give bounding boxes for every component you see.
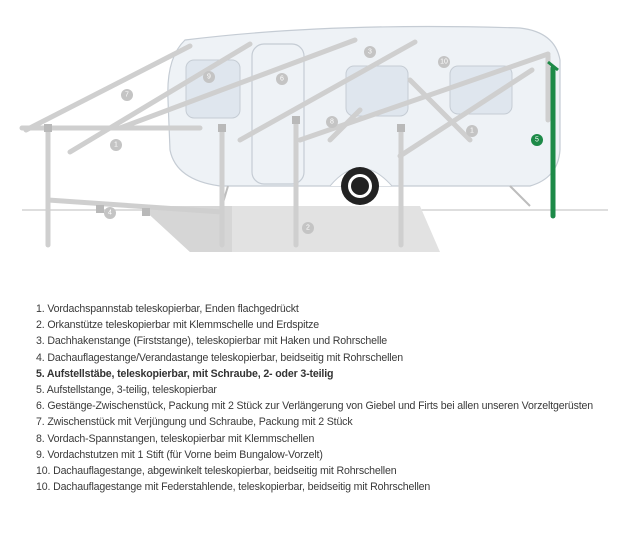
svg-text:6: 6 [280, 75, 284, 83]
svg-text:10: 10 [440, 58, 448, 66]
callout-3 [364, 46, 376, 58]
callout-6 [276, 73, 288, 85]
svg-text:1: 1 [470, 127, 474, 135]
svg-text:7: 7 [125, 91, 129, 99]
svg-text:4: 4 [108, 209, 112, 217]
callout-5 [531, 134, 543, 146]
svg-text:1: 1 [114, 141, 118, 149]
svg-text:2: 2 [306, 224, 310, 232]
callout-8 [326, 116, 338, 128]
callout-1-rear [466, 125, 478, 137]
legend-item: 1. Vordachspannstab teleskopierbar, Enden flachgedrückt [36, 303, 299, 315]
legend-item: 10. Dachauflagestange mit Federstahlende, teleskopierbar, beidseitig mit Rohrschellen [36, 481, 431, 494]
legend-item: 5. Aufstellstange, 3-teilig, teleskopierbar [36, 384, 217, 397]
parts-legend [36, 301, 626, 495]
callout-2 [302, 222, 314, 234]
legend-item: 4. Dachauflagestange/Verandastange teleskopierbar, beidseitig mit Rohrschellen [36, 351, 403, 364]
callout-10 [438, 56, 450, 68]
callout-4 [104, 207, 116, 219]
caravan-wheel-inner [351, 177, 369, 195]
svg-text:3: 3 [368, 48, 372, 56]
svg-text:8: 8 [330, 118, 334, 126]
legend-item: 10. Dachauflagestange, abgewinkelt teleskopierbar, beidseitig mit Rohrschellen [36, 465, 397, 478]
legend-item: 7. Zwischenstück mit Verjüngung und Schraube, Packung mit 2 Stück [36, 416, 353, 429]
legend-item: 6. Gestänge-Zwischenstück, Packung mit 2 Stück zur Verlängerung von Giebel und Firts bei allen unseren Vorzeltgerüsten [36, 400, 594, 413]
pole-roof-1 [26, 46, 190, 130]
legend-item: 8. Vordach-Spannstangen, teleskopierbar mit Klemmschellen [36, 432, 315, 445]
callout-1-front [110, 139, 122, 151]
callout-9 [203, 71, 215, 83]
legend-item: 9. Vordachstutzen mit 1 Stift (für Vorne beim Bungalow-Vorzelt) [36, 448, 323, 461]
legend-item: 3. Dachhakenstange (Firststange), teleskopierbar mit Haken und Rohrschelle [36, 335, 388, 348]
svg-text:9: 9 [207, 73, 211, 81]
legend-item: 2. Orkanstütze teleskopierbar mit Klemmschelle und Erdspitze [36, 319, 320, 332]
legend-item-highlighted: 5. Aufstellstäbe, teleskopierbar, mit Schraube, 2- oder 3-teilig [36, 367, 334, 380]
callout-7 [121, 89, 133, 101]
svg-text:5: 5 [535, 136, 539, 144]
rear-leg [510, 186, 530, 206]
